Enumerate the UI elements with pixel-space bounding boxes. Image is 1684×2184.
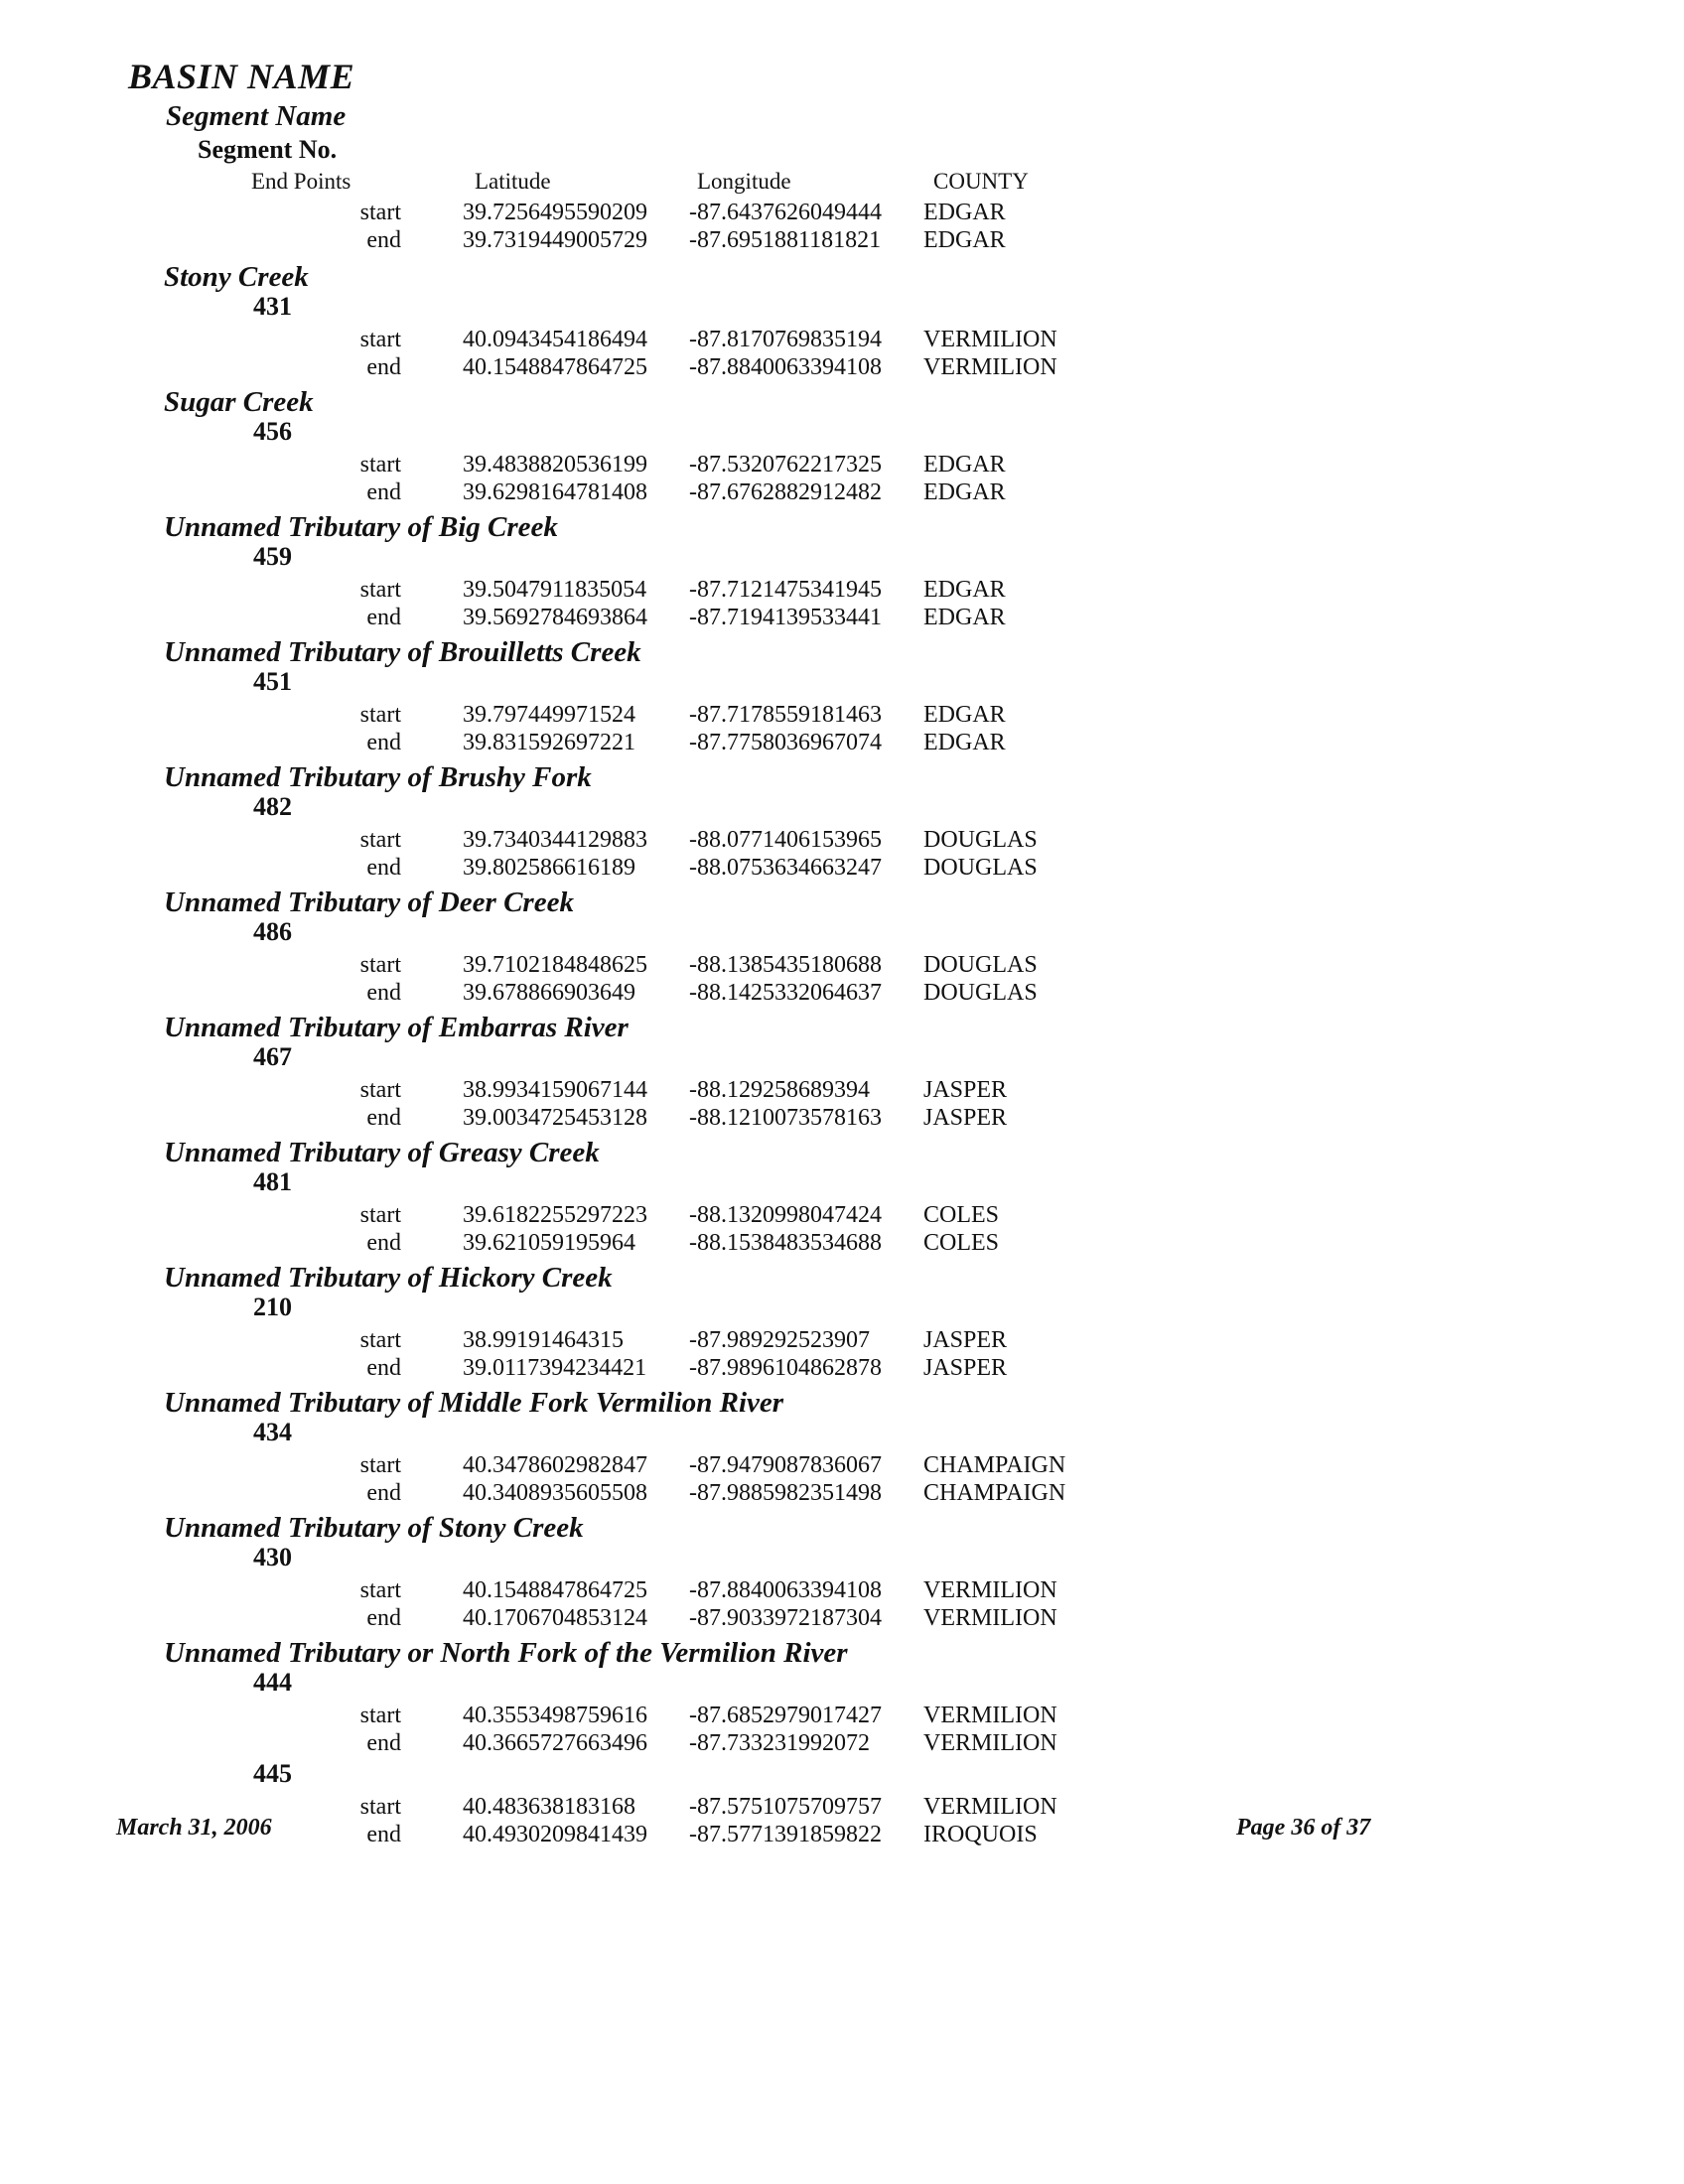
latitude-value: 39.621059195964 [463, 1230, 635, 1256]
latitude-value: 39.802586616189 [463, 855, 635, 881]
endpoint-label: end [366, 354, 401, 380]
county-value: DOUGLAS [923, 827, 1038, 853]
endpoint-label: start [359, 200, 401, 225]
county-value: JASPER [923, 1077, 1008, 1103]
county-value: COLES [923, 1202, 1000, 1228]
longitude-value: -87.7758036967074 [689, 730, 882, 755]
longitude-value: -87.7194139533441 [689, 605, 882, 630]
county-value: IROQUOIS [923, 1822, 1038, 1847]
latitude-value: 40.4930209841439 [463, 1822, 647, 1847]
segment-number: 431 [253, 292, 292, 321]
latitude-value: 39.6298164781408 [463, 479, 647, 505]
segment-name: Unnamed Tributary of Brushy Fork [164, 761, 592, 793]
segment-name: Unnamed Tributary of Brouilletts Creek [164, 636, 641, 668]
latitude-value: 39.6182255297223 [463, 1202, 647, 1228]
longitude-value: -87.7178559181463 [689, 702, 882, 728]
segment-number: 451 [253, 667, 292, 696]
segment-number: 486 [253, 917, 292, 946]
segment-number: 467 [253, 1042, 292, 1071]
longitude-column-header: Longitude [697, 169, 791, 194]
segment-name: Unnamed Tributary of Hickory Creek [164, 1262, 613, 1294]
longitude-value: -88.129258689394 [689, 1077, 870, 1103]
segment-number: 459 [253, 542, 292, 571]
latitude-value: 40.1548847864725 [463, 1577, 647, 1603]
endpoint-label: start [359, 827, 401, 853]
latitude-value: 39.4838820536199 [463, 452, 647, 478]
longitude-value: -88.1320998047424 [689, 1202, 882, 1228]
county-value: EDGAR [923, 605, 1006, 630]
endpoint-label: end [366, 1355, 401, 1381]
county-value: EDGAR [923, 702, 1006, 728]
longitude-value: -87.8840063394108 [689, 1577, 882, 1603]
endpoint-label: end [366, 980, 401, 1006]
segment-number: 456 [253, 417, 292, 446]
endpoint-label: end [366, 1105, 401, 1131]
footer-page-number: Page 36 of 37 [1236, 1815, 1371, 1841]
segment-number: 444 [253, 1668, 292, 1697]
latitude-value: 39.678866903649 [463, 980, 635, 1006]
endpoint-label: end [366, 1605, 401, 1631]
endpoint-label: start [359, 1327, 401, 1353]
longitude-value: -87.5320762217325 [689, 452, 882, 478]
endpoint-label: start [359, 1202, 401, 1228]
endpoint-label: end [366, 730, 401, 755]
segment-name: Unnamed Tributary of Greasy Creek [164, 1137, 600, 1168]
endpoint-label: start [359, 1077, 401, 1103]
longitude-value: -87.9885982351498 [689, 1480, 882, 1506]
segment-name: Unnamed Tributary of Deer Creek [164, 887, 574, 918]
county-value: JASPER [923, 1105, 1008, 1131]
segment-name: Unnamed Tributary of Middle Fork Vermilion River [164, 1387, 784, 1419]
endpoint-label: start [359, 702, 401, 728]
segment-no-heading: Segment No. [198, 135, 338, 164]
county-value: DOUGLAS [923, 980, 1038, 1006]
latitude-value: 39.797449971524 [463, 702, 635, 728]
latitude-value: 39.7340344129883 [463, 827, 647, 853]
longitude-value: -88.0753634663247 [689, 855, 882, 881]
county-value: EDGAR [923, 200, 1006, 225]
latitude-value: 40.3478602982847 [463, 1452, 647, 1478]
latitude-value: 38.9934159067144 [463, 1077, 647, 1103]
longitude-value: -87.8170769835194 [689, 327, 882, 352]
county-value: EDGAR [923, 227, 1006, 253]
county-value: DOUGLAS [923, 855, 1038, 881]
segment-name: Unnamed Tributary of Big Creek [164, 511, 558, 543]
segment-name: Unnamed Tributary of Embarras River [164, 1012, 629, 1043]
county-value: VERMILION [923, 1605, 1057, 1631]
segment-name: Sugar Creek [164, 386, 314, 418]
segment-number: 482 [253, 792, 292, 821]
county-value: VERMILION [923, 1703, 1057, 1728]
longitude-value: -87.8840063394108 [689, 354, 882, 380]
county-value: VERMILION [923, 327, 1057, 352]
endpoint-label: start [359, 1452, 401, 1478]
segment-name: Unnamed Tributary or North Fork of the Vermilion River [164, 1637, 848, 1669]
county-column-header: COUNTY [933, 169, 1029, 194]
latitude-value: 40.0943454186494 [463, 327, 647, 352]
longitude-value: -87.9479087836067 [689, 1452, 882, 1478]
county-value: CHAMPAIGN [923, 1480, 1066, 1506]
latitude-value: 40.483638183168 [463, 1794, 635, 1820]
longitude-value: -87.733231992072 [689, 1730, 870, 1756]
longitude-value: -88.1210073578163 [689, 1105, 882, 1131]
basin-name-heading: BASIN NAME [128, 57, 355, 96]
latitude-value: 39.7102184848625 [463, 952, 647, 978]
endpoint-label: start [359, 952, 401, 978]
longitude-value: -88.1425332064637 [689, 980, 882, 1006]
endpoint-label: end [366, 1822, 401, 1847]
endpoint-label: end [366, 1480, 401, 1506]
longitude-value: -88.1538483534688 [689, 1230, 882, 1256]
latitude-value: 39.0034725453128 [463, 1105, 647, 1131]
county-value: CHAMPAIGN [923, 1452, 1066, 1478]
endpoint-label: start [359, 1794, 401, 1820]
endpoint-label: start [359, 577, 401, 603]
endpoint-label: end [366, 479, 401, 505]
segment-number: 210 [253, 1293, 292, 1321]
longitude-value: -87.6951881181821 [689, 227, 882, 253]
latitude-value: 39.7319449005729 [463, 227, 647, 253]
endpoint-label: start [359, 1577, 401, 1603]
county-value: VERMILION [923, 1794, 1057, 1820]
endpoint-label: start [359, 327, 401, 352]
latitude-value: 40.1548847864725 [463, 354, 647, 380]
county-value: VERMILION [923, 1730, 1057, 1756]
segment-number: 481 [253, 1167, 292, 1196]
longitude-value: -87.9033972187304 [689, 1605, 882, 1631]
county-value: EDGAR [923, 577, 1006, 603]
county-value: EDGAR [923, 452, 1006, 478]
county-value: DOUGLAS [923, 952, 1038, 978]
longitude-value: -87.9896104862878 [689, 1355, 882, 1381]
latitude-value: 39.5047911835054 [463, 577, 647, 603]
longitude-value: -87.5771391859822 [689, 1822, 882, 1847]
latitude-value: 40.3553498759616 [463, 1703, 647, 1728]
longitude-value: -87.5751075709757 [689, 1794, 882, 1820]
longitude-value: -87.6852979017427 [689, 1703, 882, 1728]
county-value: EDGAR [923, 730, 1006, 755]
endpoint-label: start [359, 1703, 401, 1728]
longitude-value: -87.6437626049444 [689, 200, 882, 225]
latitude-value: 39.0117394234421 [463, 1355, 647, 1381]
segment-name: Unnamed Tributary of Stony Creek [164, 1512, 584, 1544]
segment-name: Stony Creek [164, 261, 309, 293]
county-value: VERMILION [923, 354, 1057, 380]
longitude-value: -87.7121475341945 [689, 577, 882, 603]
latitude-value: 39.5692784693864 [463, 605, 647, 630]
longitude-value: -88.0771406153965 [689, 827, 882, 853]
segment-number: 430 [253, 1543, 292, 1571]
county-value: JASPER [923, 1355, 1008, 1381]
latitude-value: 38.99191464315 [463, 1327, 624, 1353]
segment-number: 434 [253, 1418, 292, 1446]
endpoint-label: end [366, 855, 401, 881]
end-points-column-header: End Points [251, 169, 351, 194]
longitude-value: -88.1385435180688 [689, 952, 882, 978]
county-value: EDGAR [923, 479, 1006, 505]
county-value: VERMILION [923, 1577, 1057, 1603]
endpoint-label: end [366, 1730, 401, 1756]
latitude-value: 40.3665727663496 [463, 1730, 647, 1756]
latitude-value: 40.3408935605508 [463, 1480, 647, 1506]
segment-name-heading: Segment Name [166, 100, 347, 132]
endpoint-label: start [359, 452, 401, 478]
latitude-column-header: Latitude [475, 169, 551, 194]
endpoint-label: end [366, 1230, 401, 1256]
latitude-value: 40.1706704853124 [463, 1605, 647, 1631]
latitude-value: 39.7256495590209 [463, 200, 647, 225]
endpoint-label: end [366, 227, 401, 253]
county-value: JASPER [923, 1327, 1008, 1353]
segment-number: 445 [253, 1759, 292, 1788]
county-value: COLES [923, 1230, 1000, 1256]
longitude-value: -87.6762882912482 [689, 479, 882, 505]
latitude-value: 39.831592697221 [463, 730, 635, 755]
longitude-value: -87.989292523907 [689, 1327, 870, 1353]
footer-date: March 31, 2006 [116, 1815, 272, 1841]
endpoint-label: end [366, 605, 401, 630]
